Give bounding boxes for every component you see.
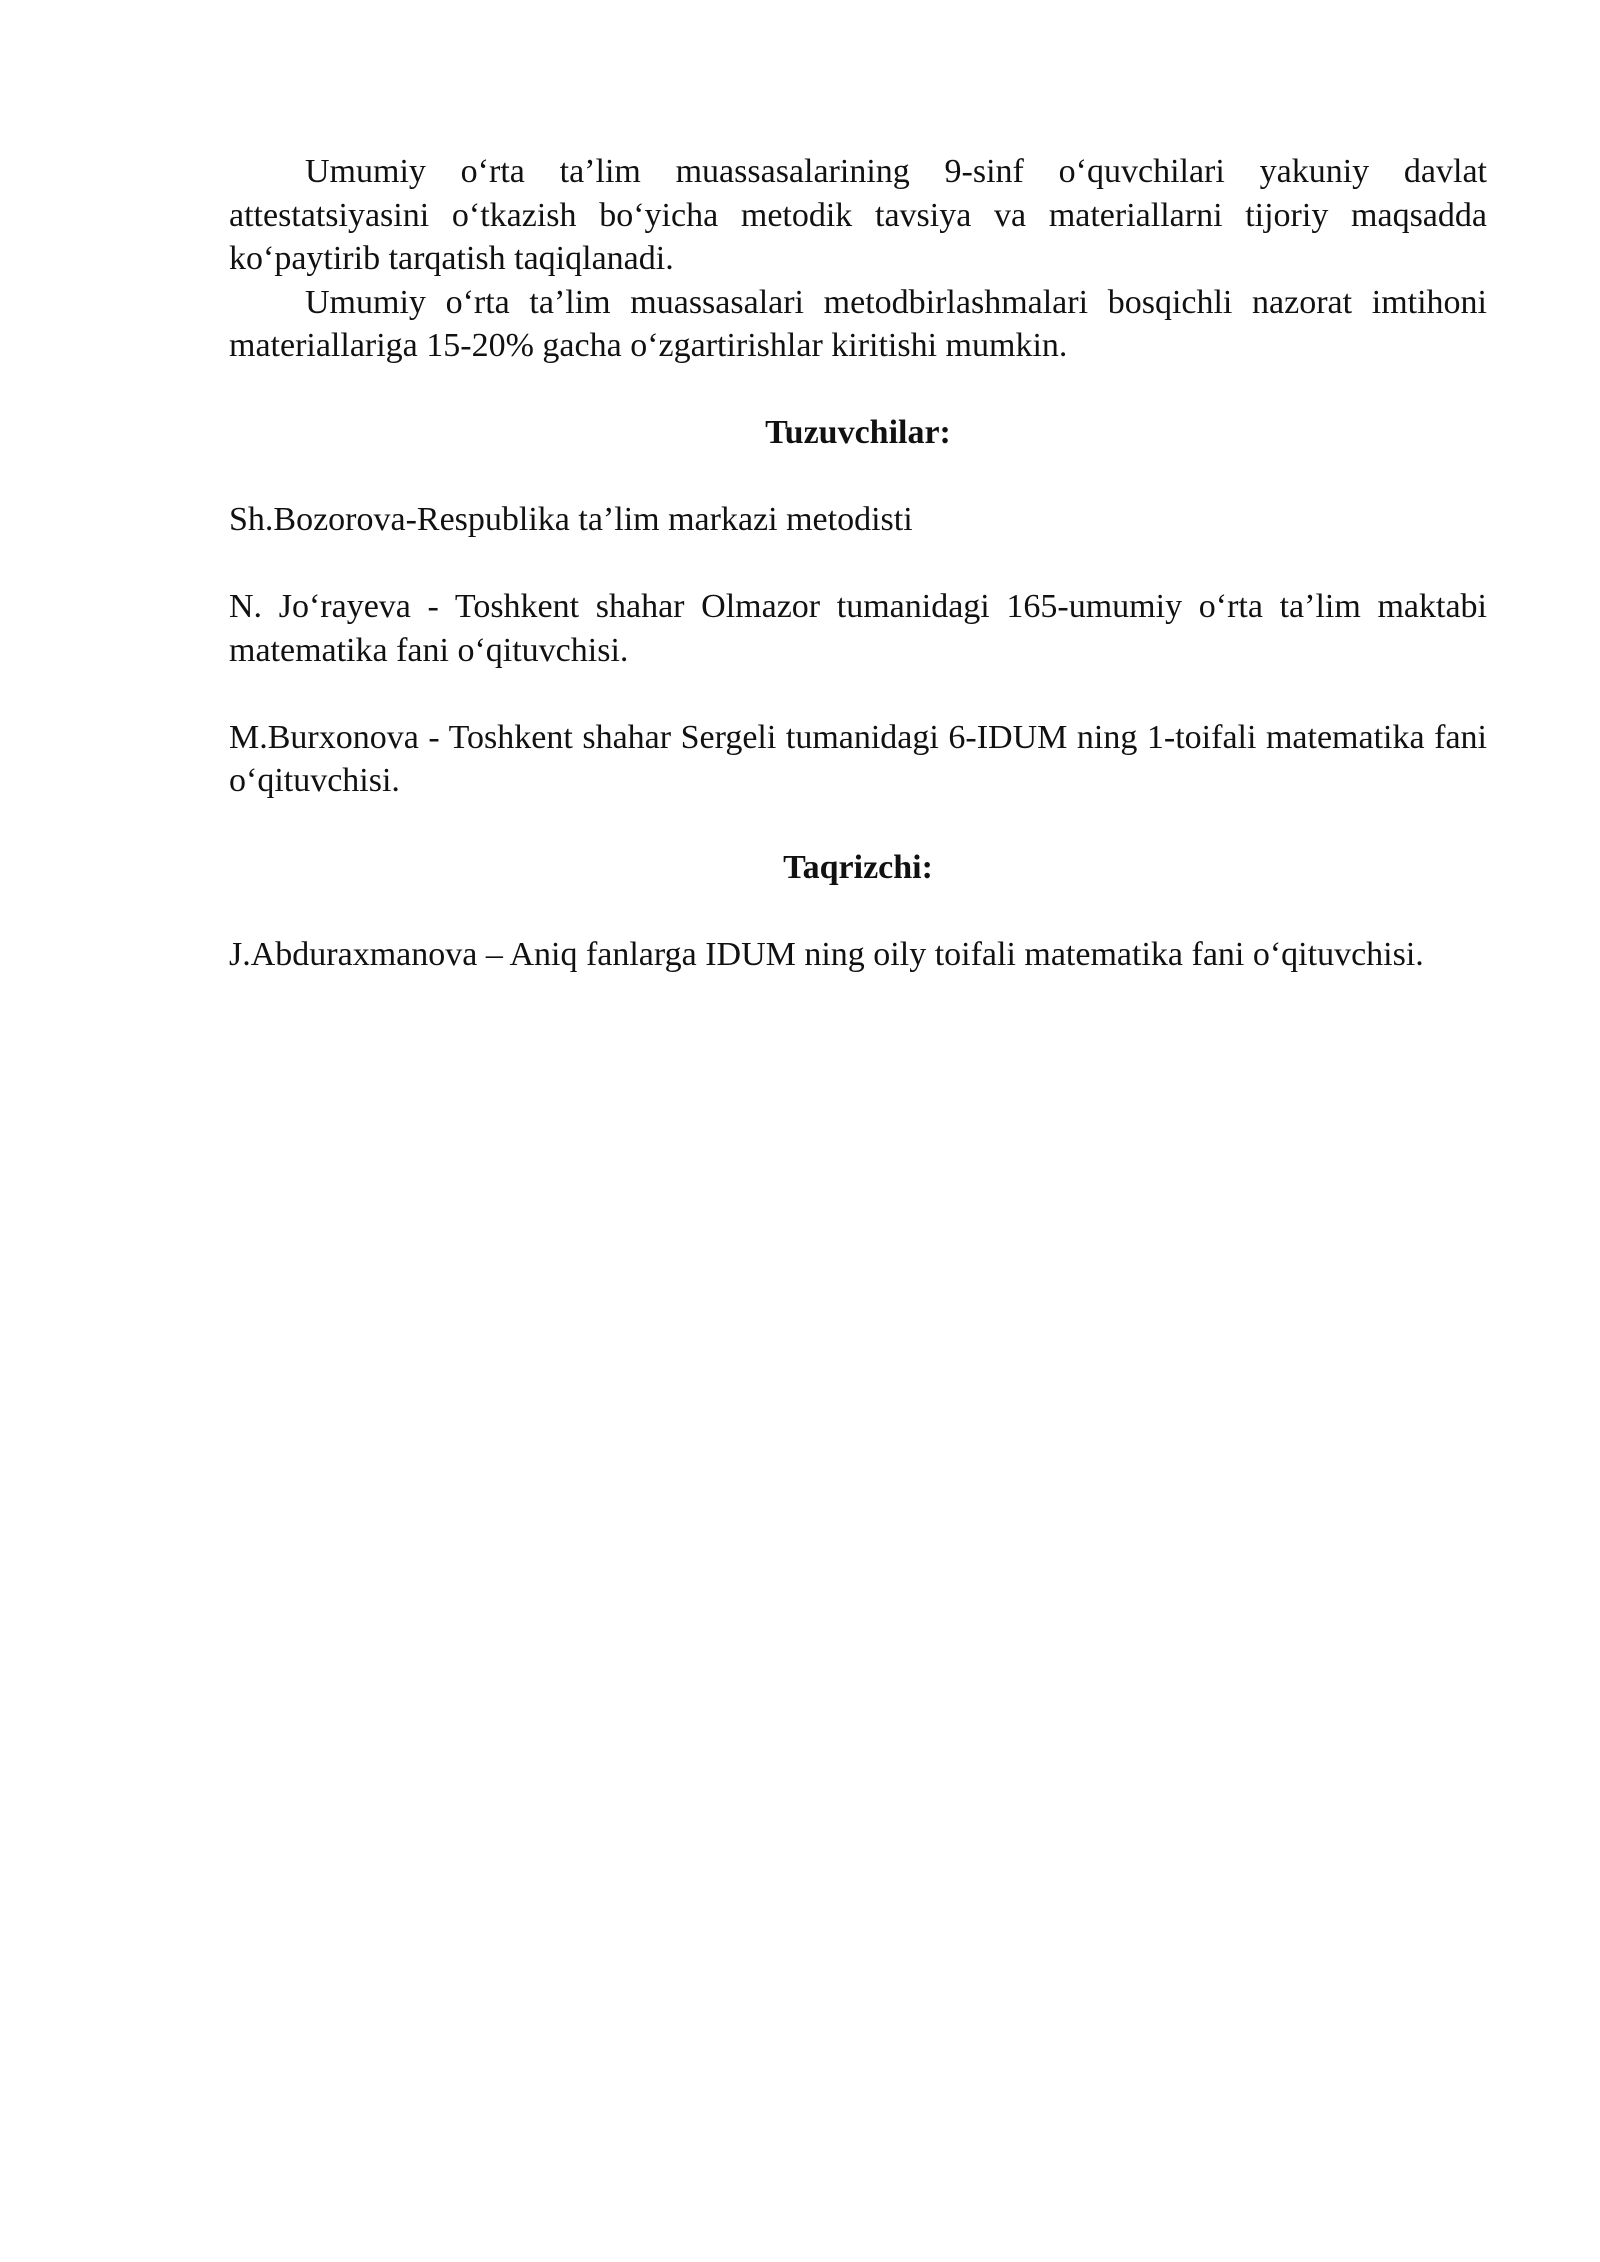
authors-heading: Tuzuvchilar: xyxy=(765,414,951,451)
intro-paragraph-2: Umumiy o‘rta ta’lim muassasalari metodbirlashmalari bosqichli nazorat imtihoni materiallariga 15-20% gacha o‘zgartirishlar kiritishi mumkin. xyxy=(229,283,1487,364)
document-page xyxy=(229,150,1487,977)
author-entry-2: N. Jo‘rayeva - Toshkent shahar Olmazor tumanidagi 165-umumiy o‘rta ta’lim maktabi matematika fani o‘qituvchisi. xyxy=(229,588,1487,669)
reviewer-heading: Taqrizchi: xyxy=(783,849,933,886)
reviewer-entry-1: J.Abduraxmanova – Aniq fanlarga IDUM ning oily toifali matematika fani o‘qituvchisi. xyxy=(229,936,1424,973)
author-entry-1: Sh.Bozorova-Respublika ta’lim markazi metodisti xyxy=(229,501,913,538)
author-entry-3: M.Burxonova - Toshkent shahar Sergeli tumanidagi 6-IDUM ning 1-toifali matematika fani o‘qituvchisi. xyxy=(229,718,1487,799)
intro-paragraph-1: Umumiy o‘rta ta’lim muassasalarining 9-sinf o‘quvchilari yakuniy davlat attestatsiyasini o‘tkazish bo‘yicha metodik tavsiya va materiallarni tijoriy maqsadda ko‘paytirib tarqatish taqiqlanadi. xyxy=(229,153,1487,277)
